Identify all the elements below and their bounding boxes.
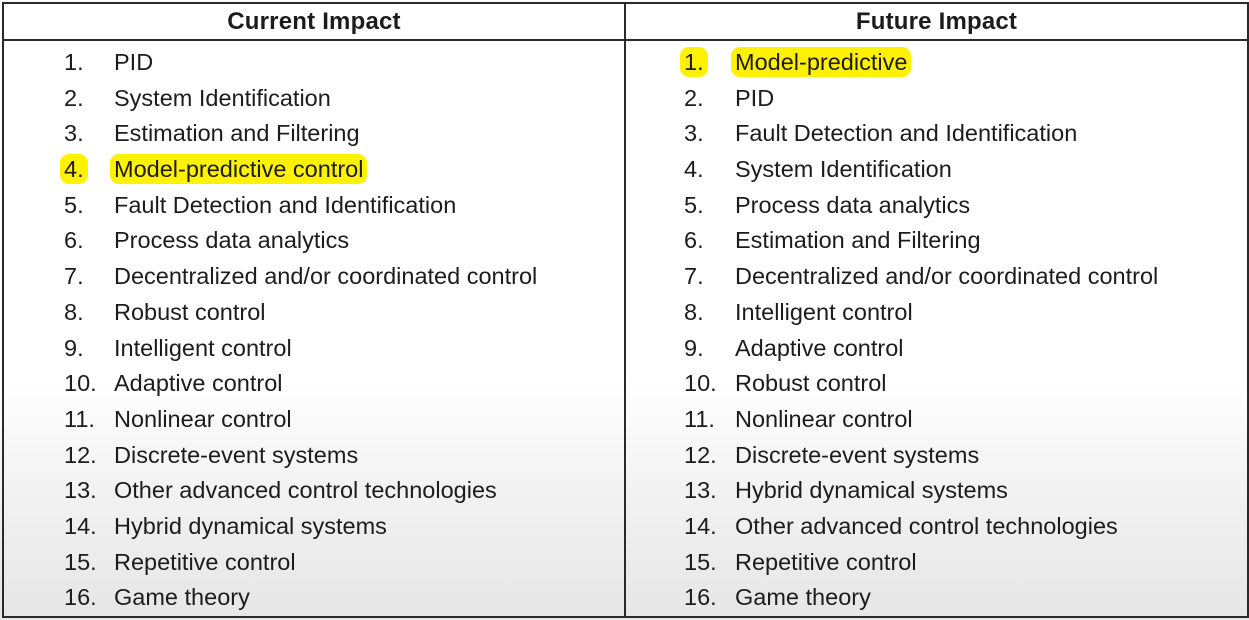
rank-number: 1. bbox=[684, 49, 704, 75]
rank-number: 11. bbox=[684, 405, 715, 432]
item-label: Model-predictive control bbox=[114, 156, 364, 183]
rank-number: 5. bbox=[684, 191, 704, 218]
item-label: Repetitive control bbox=[735, 548, 917, 575]
future-impact-list-item bbox=[626, 116, 1247, 152]
rank-number: 8. bbox=[684, 298, 704, 325]
current-impact-list-item bbox=[4, 116, 624, 152]
current-impact-list-item bbox=[4, 223, 624, 259]
item-label: Fault Detection and Identification bbox=[735, 120, 1078, 147]
future-impact-list-item bbox=[626, 473, 1247, 509]
rank-number: 8. bbox=[64, 298, 84, 325]
rank-number-wrap bbox=[684, 45, 708, 81]
rank-number: 15. bbox=[64, 548, 97, 575]
highlight-marker bbox=[680, 47, 708, 77]
rank-number: 15. bbox=[684, 548, 717, 575]
rank-number: 12. bbox=[684, 441, 717, 468]
current-impact-list-item bbox=[4, 402, 624, 438]
item-label: Other advanced control technologies bbox=[735, 512, 1118, 539]
future-impact-list-item bbox=[626, 509, 1247, 545]
rank-number: 14. bbox=[684, 512, 717, 539]
future-impact-list-item bbox=[626, 81, 1247, 117]
header-row bbox=[3, 3, 1248, 40]
item-label: Nonlinear control bbox=[735, 405, 913, 432]
future-impact-cell bbox=[625, 40, 1248, 617]
rank-number: 16. bbox=[684, 584, 717, 611]
future-impact-list-item bbox=[626, 580, 1247, 616]
rank-number: 7. bbox=[64, 263, 84, 290]
future-impact-list-item bbox=[626, 402, 1247, 438]
item-label: Decentralized and/or coordinated control bbox=[735, 263, 1159, 290]
item-label: Adaptive control bbox=[735, 334, 904, 361]
future-impact-header: Future Impact bbox=[625, 3, 1248, 40]
rank-number: 16. bbox=[64, 584, 97, 611]
rank-number: 2. bbox=[684, 84, 704, 111]
item-label: Intelligent control bbox=[114, 334, 292, 361]
current-impact-list-item-highlighted bbox=[4, 152, 624, 188]
item-label: Fault Detection and Identification bbox=[114, 191, 457, 218]
list-row bbox=[3, 40, 1248, 617]
current-impact-list-item bbox=[4, 295, 624, 331]
rank-number: 9. bbox=[64, 334, 84, 361]
item-label: System Identification bbox=[114, 84, 331, 111]
item-label-wrap bbox=[735, 45, 911, 81]
item-label: Estimation and Filtering bbox=[114, 120, 360, 147]
item-label: Intelligent control bbox=[735, 298, 913, 325]
item-label: Estimation and Filtering bbox=[735, 227, 981, 254]
future-impact-list-item bbox=[626, 223, 1247, 259]
highlight-marker bbox=[110, 154, 367, 184]
rank-number: 1. bbox=[64, 49, 84, 75]
current-impact-list-item bbox=[4, 188, 624, 224]
rank-number-wrap bbox=[64, 152, 88, 188]
future-impact-list-item bbox=[626, 152, 1247, 188]
future-impact-list-item bbox=[626, 366, 1247, 402]
rank-number: 6. bbox=[684, 227, 704, 254]
rank-number: 5. bbox=[64, 191, 84, 218]
rank-number: 11. bbox=[64, 405, 95, 432]
item-label: Game theory bbox=[114, 584, 250, 611]
future-impact-list-item-highlighted bbox=[626, 45, 1247, 81]
item-label: Repetitive control bbox=[114, 548, 296, 575]
rank-number: 3. bbox=[64, 120, 84, 147]
item-label: PID bbox=[735, 84, 775, 111]
current-impact-list-item bbox=[4, 509, 624, 545]
item-label: Model-predictive bbox=[735, 49, 908, 75]
rank-number: 9. bbox=[684, 334, 704, 361]
future-impact-list bbox=[626, 41, 1247, 616]
rank-number: 13. bbox=[684, 477, 717, 504]
rank-number: 12. bbox=[64, 441, 97, 468]
future-impact-list-item bbox=[626, 545, 1247, 581]
future-impact-list-item bbox=[626, 188, 1247, 224]
future-impact-list-item bbox=[626, 438, 1247, 474]
item-label: Hybrid dynamical systems bbox=[114, 512, 387, 539]
item-label: Nonlinear control bbox=[114, 405, 292, 432]
rank-number: 13. bbox=[64, 477, 97, 504]
impact-ranking-table bbox=[2, 2, 1249, 618]
item-label: Game theory bbox=[735, 584, 871, 611]
current-impact-list-item bbox=[4, 366, 624, 402]
current-impact-list-item bbox=[4, 259, 624, 295]
item-label: Process data analytics bbox=[114, 227, 350, 254]
item-label: PID bbox=[114, 49, 154, 75]
current-impact-list-item bbox=[4, 545, 624, 581]
item-label: Process data analytics bbox=[735, 191, 971, 218]
rank-number: 3. bbox=[684, 120, 704, 147]
item-label: Discrete-event systems bbox=[735, 441, 980, 468]
rank-number: 4. bbox=[684, 156, 704, 183]
current-impact-header: Current Impact bbox=[3, 3, 625, 40]
item-label: Robust control bbox=[114, 298, 266, 325]
highlight-marker bbox=[731, 47, 911, 77]
current-impact-list-item bbox=[4, 45, 624, 81]
item-label: Adaptive control bbox=[114, 370, 283, 397]
future-impact-list-item bbox=[626, 259, 1247, 295]
item-label-wrap bbox=[114, 152, 367, 188]
rank-number: 14. bbox=[64, 512, 97, 539]
item-label: Other advanced control technologies bbox=[114, 477, 497, 504]
current-impact-cell bbox=[3, 40, 625, 617]
rank-number: 6. bbox=[64, 227, 84, 254]
current-impact-list-item bbox=[4, 331, 624, 367]
item-label: Robust control bbox=[735, 370, 887, 397]
rank-number: 10. bbox=[684, 370, 717, 397]
rank-number: 7. bbox=[684, 263, 704, 290]
rank-number: 4. bbox=[64, 156, 84, 183]
item-label: Hybrid dynamical systems bbox=[735, 477, 1008, 504]
rank-number: 2. bbox=[64, 84, 84, 111]
future-impact-list-item bbox=[626, 295, 1247, 331]
current-impact-list-item bbox=[4, 438, 624, 474]
current-impact-list bbox=[4, 41, 624, 616]
current-impact-list-item bbox=[4, 473, 624, 509]
item-label: Discrete-event systems bbox=[114, 441, 359, 468]
rank-number: 10. bbox=[64, 370, 97, 397]
future-impact-list-item bbox=[626, 331, 1247, 367]
item-label: System Identification bbox=[735, 156, 952, 183]
highlight-marker bbox=[60, 154, 88, 184]
current-impact-list-item bbox=[4, 580, 624, 616]
item-label: Decentralized and/or coordinated control bbox=[114, 263, 538, 290]
current-impact-list-item bbox=[4, 81, 624, 117]
